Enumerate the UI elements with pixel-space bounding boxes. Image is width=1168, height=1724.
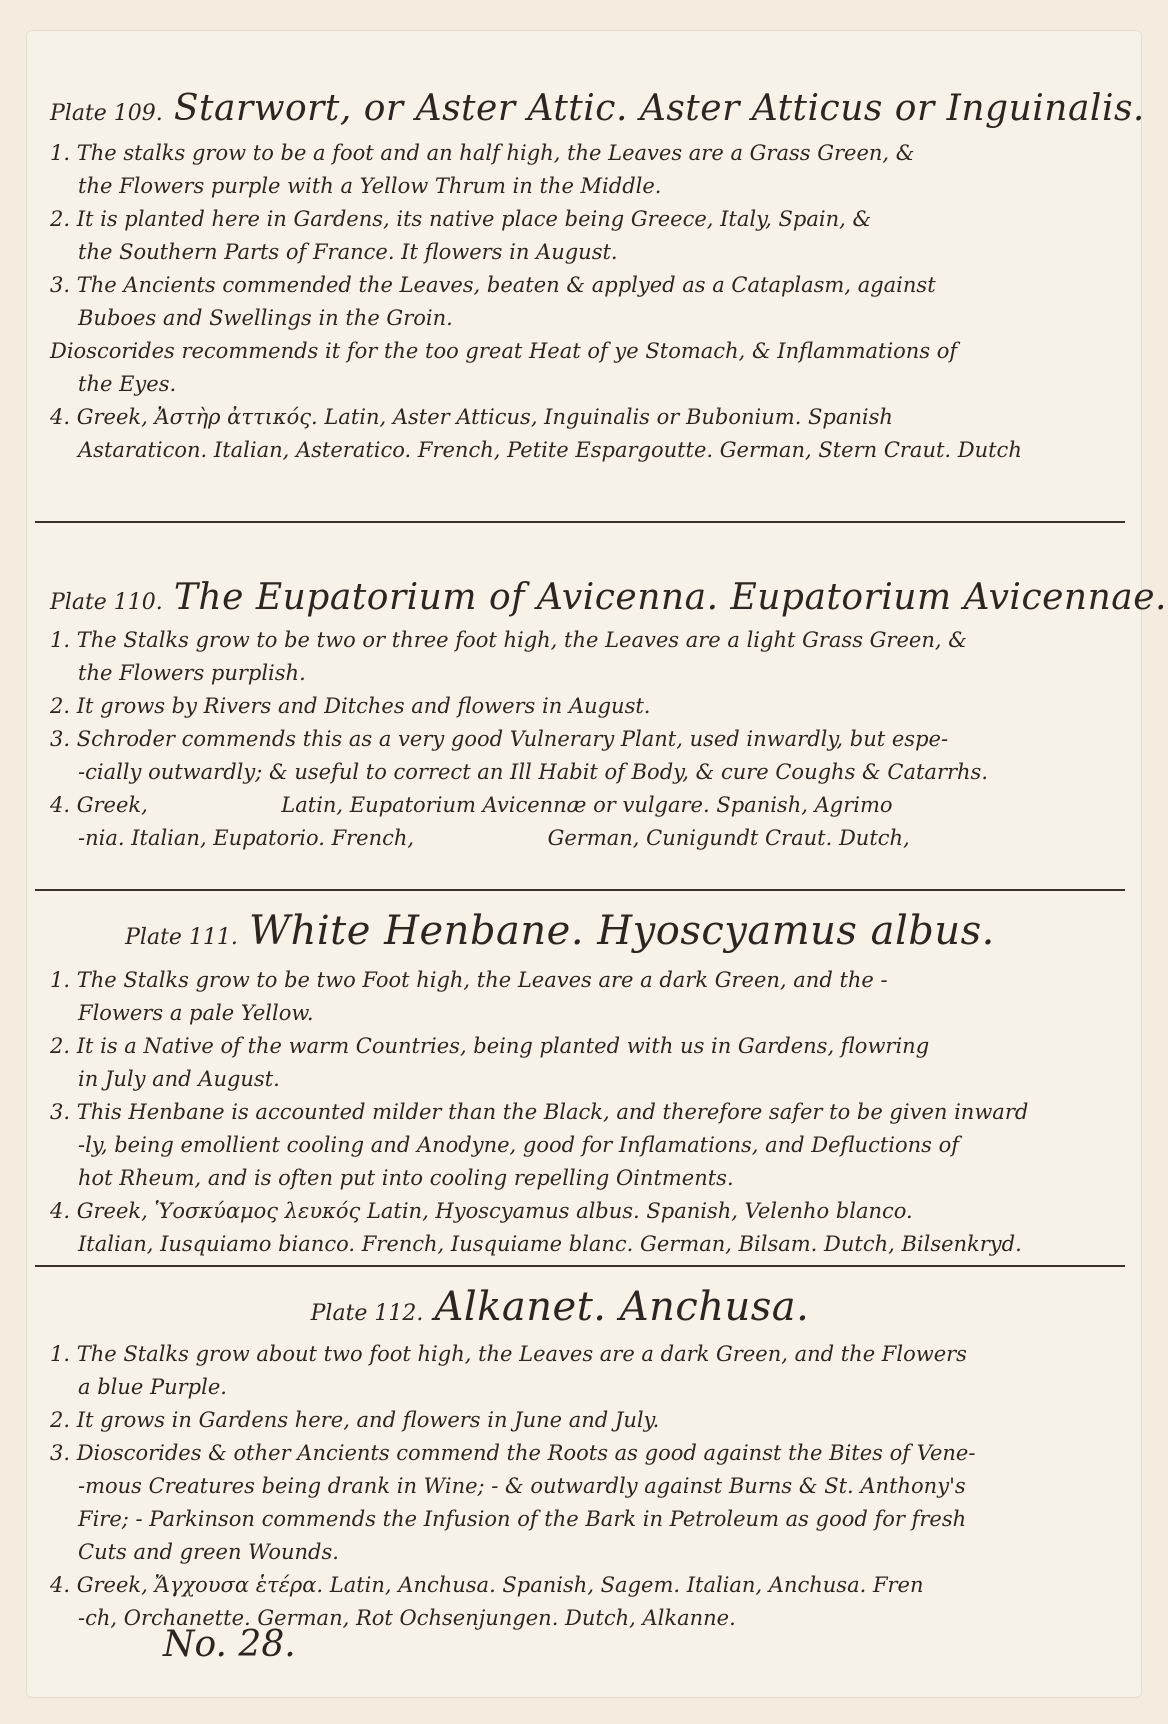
plate-111-title: White Henbane. Hyoscyamus albus. [249,908,995,954]
plate-110-label: Plate 110. [50,590,163,615]
plate-110-title: The Eupatorium of Avicenna. Eupatorium Avicennae. [173,577,1167,618]
plate-109-para-1: 1. The stalks grow to be a foot and an half high, the Leaves are a Grass Green, & the Flowers purple with a Yellow Thrum in the Middle. [50,141,915,198]
plate-112-para-4: 4. Greek, Ἄγχουσα ἑτέρα. Latin, Anchusa. Spanish, Sagem. Italian, Anchusa. Fren -ch, Orchanette. German, Rot Ochsenjungen. Dutch, Alkanne. [50,1573,924,1630]
plate-112-heading [50,1284,1070,1330]
plate-109-title: Starwort, or Aster Attic. Aster Atticus or Inguinalis. [173,88,1145,129]
plate-111-para-3: 3. This Henbane is accounted milder than the Black, and therefore safer to be given inward -ly, being emollient cooling and Anodyne, good for Inflamations, and Defluctions of hot Rheum, and is often put into cooling repelling Ointments. [50,1100,1029,1190]
plate-112-title: Alkanet. Anchusa. [434,1284,810,1330]
divider-rule [35,889,1125,891]
plate-111-para-2: 2. It is a Native of the warm Countries, being planted with us in Gardens, flowring in July and August. [50,1034,930,1091]
plate-112-para-3: 3. Dioscorides & other Ancients commend the Roots as good against the Bites of Vene- -mous Creatures being drank in Wine; - & outwardly against Burns & St. Anthony's Fire; - Parkinson commends the Infusion of the Bark in Petroleum as good for fresh Cuts and green Wounds. [50,1441,976,1564]
plate-111-heading [50,908,1070,954]
plate-112-entry [50,1284,1070,1635]
plate-110-para-4: 4. Greek, Latin, Eupatorium Avicennæ or vulgare. Spanish, Agrimo -nia. Italian, Eupatorio. French, German, Cunigundt Craut. Dutch, [50,793,910,850]
plate-109-para-3b: Dioscorides recommends it for the too great Heat of ye Stomach, & Inflammations of the Eyes. [50,339,958,396]
plate-111-para-4: 4. Greek, Ὑοσκύαμος λευκός Latin, Hyoscyamus albus. Spanish, Velenho blanco. Italian, Iusquiamo bianco. French, Iusquiame blanc. German, Bilsam. Dutch, Bilsenkryd. [50,1199,1022,1256]
plate-111-label: Plate 111. [125,925,238,950]
plate-109-entry [50,88,1145,467]
plate-109-heading [50,88,1145,129]
plate-112-label: Plate 112. [310,1301,424,1326]
divider-rule [35,1265,1125,1267]
plate-110-heading [50,577,1167,618]
plate-109-para-4: 4. Greek, Ἀστὴρ ἀττικός. Latin, Aster Atticus, Inguinalis or Bubonium. Spanish Astaraticon. Italian, Asteratico. French, Petite Espargoutte. German, Stern Craut. Dutch [50,405,1022,462]
divider-rule [35,521,1125,523]
plate-109-label: Plate 109. [50,101,163,126]
plate-109-para-2: 2. It is planted here in Gardens, its native place being Greece, Italy, Spain, & the Southern Parts of France. It flowers in August. [50,207,872,264]
plate-111-entry [50,908,1070,1261]
plate-112-para-1: 1. The Stalks grow about two foot high, the Leaves are a dark Green, and the Flowers a blue Purple. [50,1342,967,1399]
plate-109-para-3: 3. The Ancients commended the Leaves, beaten & applyed as a Cataplasm, against Buboes and Swellings in the Groin. [50,273,936,330]
plate-110-para-2: 2. It grows by Rivers and Ditches and flowers in August. [50,694,651,718]
plate-112-para-2: 2. It grows in Gardens here, and flowers in June and July. [50,1408,660,1432]
plate-110-para-3: 3. Schroder commends this as a very good Vulnerary Plant, used inwardly, but espe- -cially outwardly; & useful to correct an Ill Habit of Body, & cure Coughs & Catarrhs. [50,727,988,784]
plate-111-para-1: 1. The Stalks grow to be two Foot high, the Leaves are a dark Green, and the - Flowers a pale Yellow. [50,968,888,1025]
plate-110-entry [50,577,1167,855]
page-number: No. 28. [163,1624,296,1665]
plate-110-para-1: 1. The Stalks grow to be two or three foot high, the Leaves are a light Grass Green, & the Flowers purplish. [50,628,967,685]
